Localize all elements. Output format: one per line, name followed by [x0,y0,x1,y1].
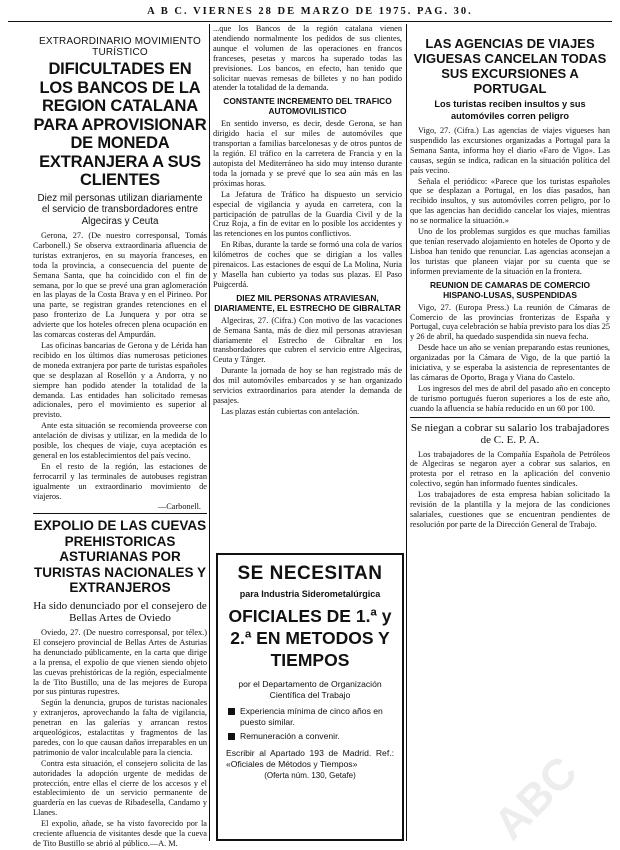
paragraph: En sentido inverso, es decir, desde Gerona, se han dirigido hacia el sur miles de automóviles que transportan a familias barcelonesas y de otros puntos de la región. El tráfico en la carretera de Francia y en la autopista del Mediterráneo ha sido muy intenso durante toda la jornada y se prevé que lo sea aún más en las próximas horas. [213,119,402,188]
column-divider [209,24,210,841]
article-continuation [213,24,402,93]
paragraph: Ante esta situación se recomienda proveerse con antelación de divisas y utilizar, en la medida de lo posible, los cheques de viaje, cuya aceptación es general en los establecimientos del país vecino. [33,421,207,460]
article-bank-difficulties [33,36,207,511]
paragraph: Vigo, 27. (Europa Press.) La reunión de Cámaras de Comercio de las provincias fronterizas de España y Portugal, cuya celebración se había previsto para los días 25 y 26 de abril, ha quedado suspendida sin nueva fecha. [410,302,610,342]
subheading: CONSTANTE INCREMENTO DEL TRAFICO AUTOMOVILISTICO [223,96,392,117]
article-body [410,303,610,414]
article-headline: EXPOLIO DE LAS CUEVAS PREHISTORICAS ASTURIANAS POR TURISTAS NACIONALES Y EXTRANJEROS [33,518,207,596]
article-body [33,628,207,849]
article-deck: Los turistas reciben insultos y sus automóviles corren peligro [434,99,586,121]
ad-title: SE NECESITAN [237,563,383,584]
paragraph: Gerona, 27. (De nuestro corresponsal, Tomás Carbonell.) Se observa extraordinaria afluencia de turistas extranjeros, en su mayoría franceses, en toda la provincia, a consecuencia del puente de Semana Santa, que ha coincidido con el fin de semana, por lo que se prevé una gran aglomeración en las playas de la Costa Brava y en el Pirineo. Por una parte, se registran grandes retenciones en el paso fronterizo de La Junquera y por otra se advierte que los hoteles ofrecen plena ocupación en las comarcas costeras del Ampurdán. [33,231,207,340]
paragraph: Uno de los problemas surgidos es que muchas familias que tenían reservado alojamiento en hoteles de Oporto y de Lisboa han tenido que renunciar. Las agencias aconsejan a los turistas que planeen viajar por su cuenta que se informen previamente de la situación en la frontera. [410,227,610,276]
bullet-square-icon [228,708,235,715]
paragraph: ...que los Bancos de la región catalana vienen atendiendo normalmente los pedidos de sus clientes, aunque el volumen de las operaciones en francos franceses, pesetas y marcos ha superado todas las previsiones. Los bancos, en efecto, han tenido que solicitar nuevas remesas de billetes y no han podido atender la totalidad de la demanda. [213,24,402,93]
article-headline: DIFICULTADES EN LOS BANCOS DE LA REGION CATALANA PARA APROVISIONAR DE MONEDA EXTRANJERA A SUS CLIENTES [33,60,207,189]
paragraph: Oviedo, 27. (De nuestro corresponsal, por télex.) El consejero provincial de Bellas Artes de Asturias ha denunciado públicamente, en la carta que dirige a la prensa, el expolio de que vienen siendo objeto las cuevas prehistóricas de la región, especialmente la de Tito Bustillo, una de las mejores de Europa por sus pinturas rupestres. [33,627,207,697]
article-body [410,126,610,277]
paragraph: La Jefatura de Tráfico ha dispuesto un servicio especial de vigilancia y ayuda en carretera, con la participación de patrullas de la Guardia Civil y de la Cruz Roja, a fin de evitar en lo posible los accidentes y las retenciones en los puntos conflictivos. [213,189,402,239]
job-advertisement [216,553,404,841]
ad-requirement [228,706,394,728]
requirement-text: Remuneración a convenir. [240,731,340,741]
paragraph: Las oficinas bancarias de Gerona y de Lérida han recibido en los últimos días numerosas peticiones de moneda extranjera por parte de turistas españoles que se desplazan al Rosellón y a Andorra, y no siempre han podido atender la totalidad de la demanda. Las entidades han solicitado remesas adicionales, pero el movimiento es superior al previsto. [33,340,207,420]
header-rule [8,21,612,22]
requirement-text: Experiencia mínima de cinco años en puesto similar. [240,706,383,727]
ad-positions: OFICIALES DE 1.ª y 2.ª EN METODOS Y TIEMPOS [228,606,392,670]
article-deck: Ha sido denunciado por el consejero de Bellas Artes de Oviedo [33,599,207,625]
article-headline: LAS AGENCIAS DE VIAJES VIGUESAS CANCELAN TODAS SUS EXCURSIONES A PORTUGAL [413,36,607,96]
paragraph: Desde hace un año se venían preparando estas reuniones, organizadas por la Cámara de Vigo, de la que partió la iniciativa, y se esperaba la asistencia de representantes de las cámaras de Oporto, Braga y Viana do Castelo. [410,343,610,382]
article-body [410,450,610,530]
paragraph: Los trabajadores de esta empresa habían solicitado la revisión de la plantilla y la mejora de las condiciones salariales, cuestiones que se encuentran pendientes de resolución por parte de la Dirección General de Trabajo. [410,490,610,529]
column-right [410,36,610,841]
ad-subtitle: para Industria Siderometalúrgica [239,589,381,599]
column-divider [406,24,407,841]
ad-contact: Escribir al Apartado 193 de Madrid. Ref.: «Oficiales de Métodos y Tiempos» [226,748,394,769]
paragraph: Contra esta situación, el consejero solicita de las autoridades la adopción urgente de medidas de protección, entre ellas el cierre de los accesos y el establecimiento de un servicio permanente de guardería en las cuevas de Ribadesella, Candamo y Llanes. [33,758,207,818]
article-travel-agencies [410,36,610,277]
paragraph: Los ingresos del mes de abril del pasado año en concepto de turismo portugués fueron superiores a los de este año, cuando la afluencia se había reducido en un 60 por 100. [410,383,610,413]
paragraph: Según la denuncia, grupos de turistas nacionales y extranjeros, aprovechando la falta de vigilancia, penetran en las galerías y arrancan restos arqueológicos, estalactitas y fragmentos de las paredes, con lo que causan daños irreparables en un patrimonio de valor incalculable para la ciencia. [33,698,207,757]
article-kicker: EXTRAORDINARIO MOVIMIENTO TURÍSTICO [38,36,202,58]
bullet-square-icon [228,733,235,740]
ad-requirement [228,731,394,742]
article-body [33,231,207,501]
article-divider [410,417,610,418]
paragraph: En Ribas, durante la tarde se formó una cola de varios kilómetros de coches que se dirigían a los valles pirenaicos. Las estaciones de esquí de La Molina, Nuria y Masella han cubierto ya todas sus plazas. El Paso Puigcerdá. [213,240,402,289]
subheading: DIEZ MIL PERSONAS ATRAVIESAN, DIARIAMENTE, EL ESTRECHO DE GIBRALTAR [214,292,401,313]
article-divider [33,513,207,514]
paragraph: En el resto de la región, las estaciones de ferrocarril y las terminales de autobuses registran igualmente un extraordinario movimiento de viajeros. [33,461,207,501]
subheading: REUNION DE CAMARAS DE COMERCIO HISPANO-LUSAS, SUSPENDIDAS [429,279,591,300]
paragraph: El expolio, añade, se ha visto favorecido por la creciente afluencia de visitantes desde que la cueva de Tito Bustillo se abrió al público.—A. M. [33,819,207,848]
watermark: ABC [484,747,587,850]
ad-reference: (Oferta núm. 130, Getafe) [264,771,356,780]
paragraph: Los trabajadores de la Compañía Española de Petróleos de Algeciras se negaron ayer a cobrar sus salarios, en protesta por el retraso en la aplicación del convenio colectivo, según han informado fuentes sindicales. [410,449,610,489]
paragraph: Las plazas están cubiertas con antelación. [221,406,360,416]
article-body [213,119,402,289]
column-left [33,36,207,848]
article-body [213,316,402,417]
ad-department: por el Departamento de Organización Científica del Trabajo [238,679,382,700]
article-deck: Diez mil personas utilizan diariamente el servicio de transbordadores entre Algeciras y Ceuta [37,192,203,227]
paragraph: Durante la jornada de hoy se han registrado más de dos mil automóviles embarcados y se han organizado servicios extraordinarios para atender la demanda de pasajes. [213,366,402,405]
paragraph: Algeciras, 27. (Cifra.) Con motivo de las vacaciones de Semana Santa, más de diez mil personas atraviesan diariamente el Estrecho de Gibraltar en los transbordadores que cubren el servicio entre Algeciras, Ceuta y Tánger. [213,315,402,365]
paragraph: Señala el periódico: «Parece que los turistas españoles que se desplazan a Portugal, en los días pasados, han recibido insultos, y sus automóviles corren peligro, por lo que las agencias han decidido cancelar los viajes, mientras no se normalice la situación.» [410,176,610,226]
byline: —Carbonell. [157,502,201,512]
subheading: Se niegan a cobrar su salario los trabajadores de C. E. P. A. [410,421,610,447]
article-caves-expolio [33,518,207,848]
paragraph: Vigo, 27. (Cifra.) Las agencias de viajes vigueses han suspendido las excursiones organizadas a Portugal para la Semana Santa, informa hoy el diario «Faro de Vigo». Las causas, según se indica, radican en la situación política del país vecino. [410,126,610,175]
page-header: A B C. VIERNES 28 DE MARZO DE 1975. PAG. 30. [147,6,473,17]
